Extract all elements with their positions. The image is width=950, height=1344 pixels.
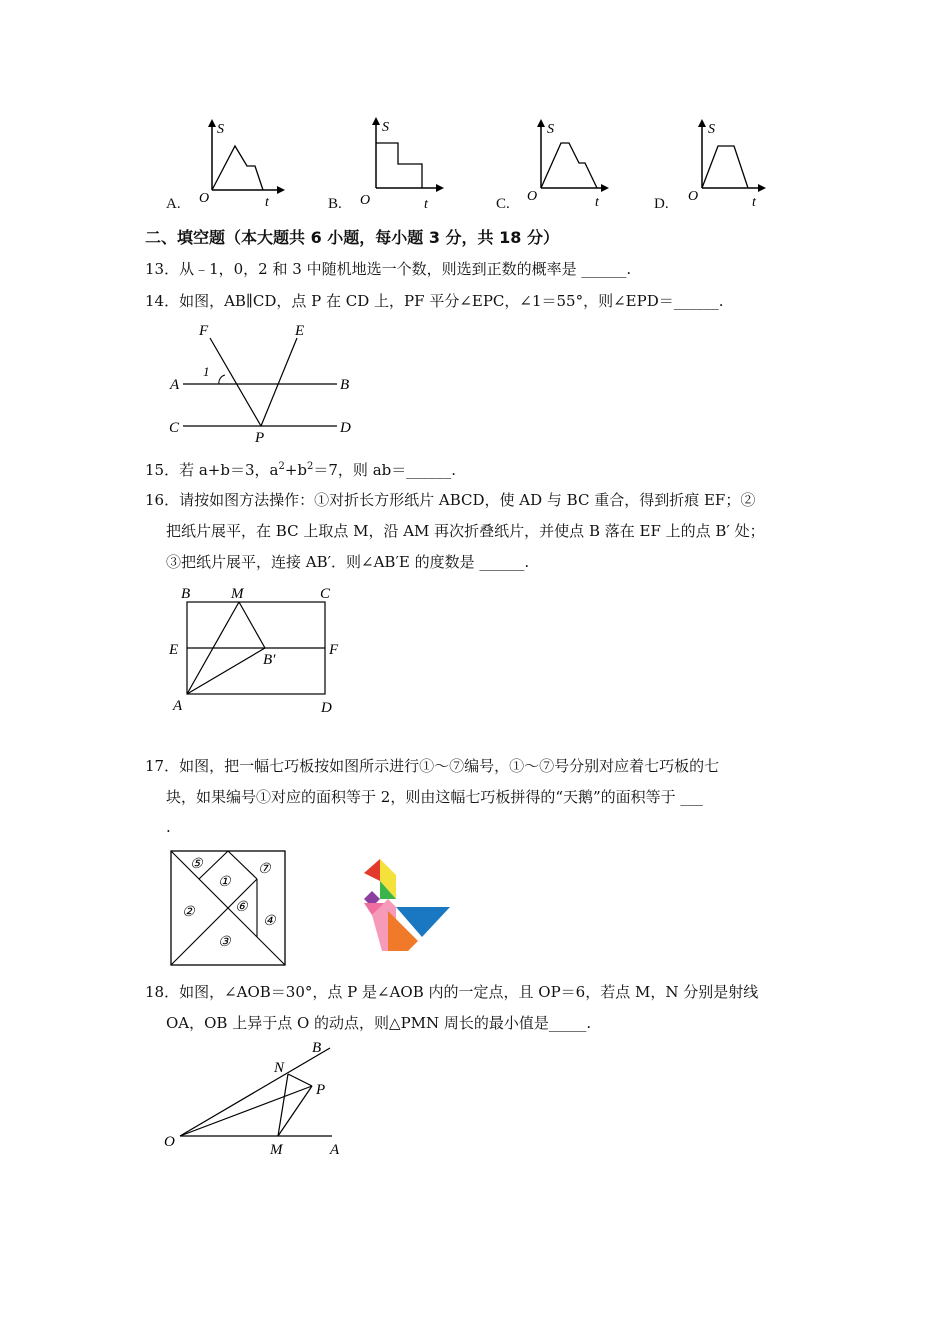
svg-text:M: M bbox=[270, 1142, 283, 1158]
swan-tangram bbox=[358, 855, 454, 955]
option-a-label: A. bbox=[166, 196, 181, 212]
graph-b bbox=[360, 116, 450, 210]
svg-text:D: D bbox=[340, 420, 351, 436]
option-c-label: C. bbox=[496, 196, 510, 212]
svg-text:1: 1 bbox=[203, 364, 210, 379]
svg-text:B: B bbox=[312, 1040, 322, 1056]
question-15: 15．若 a+b＝3，$a^2+b^2=7$，则 ab＝______. bbox=[145, 461, 457, 479]
svg-text:⑦: ⑦ bbox=[258, 862, 271, 877]
svg-text:t: t bbox=[424, 197, 428, 210]
graph-a bbox=[195, 118, 285, 210]
svg-text:E: E bbox=[169, 642, 179, 658]
svg-text:A: A bbox=[170, 377, 180, 393]
svg-text:O: O bbox=[527, 189, 538, 204]
svg-text:①: ① bbox=[218, 875, 231, 890]
svg-text:t: t bbox=[752, 195, 756, 210]
svg-text:S: S bbox=[382, 120, 389, 135]
tangram-square bbox=[168, 848, 290, 970]
q14-figure bbox=[165, 320, 365, 446]
svg-text:O: O bbox=[688, 189, 699, 204]
question-16-line2: 把纸片展平，在 BC 上取点 M，沿 AM 再次折叠纸片，并使点 B 落在 EF 上的点 B′ 处； bbox=[166, 522, 765, 540]
svg-text:S: S bbox=[708, 122, 715, 137]
question-16-line1: 16．请按如图方法操作：①对折长方形纸片 ABCD，使 AD 与 BC 重合，得到折痕 EF；② bbox=[145, 491, 756, 509]
graph-d bbox=[688, 118, 778, 210]
svg-text:S: S bbox=[217, 122, 224, 137]
svg-text:⑥: ⑥ bbox=[235, 900, 248, 915]
svg-text:P: P bbox=[255, 430, 265, 446]
svg-text:⑤: ⑤ bbox=[190, 857, 203, 872]
question-14: 14．如图，AB∥CD，点 P 在 CD 上，PF 平分∠EPC，∠1＝55°，则∠EPD＝______. bbox=[145, 292, 724, 310]
svg-text:②: ② bbox=[182, 905, 195, 920]
svg-text:O: O bbox=[360, 193, 371, 208]
graph-c bbox=[527, 118, 617, 210]
svg-text:B′: B′ bbox=[263, 652, 276, 668]
svg-text:D: D bbox=[321, 700, 332, 716]
q16-figure bbox=[165, 582, 345, 720]
svg-text:S: S bbox=[547, 122, 554, 137]
svg-text:O: O bbox=[164, 1134, 175, 1150]
svg-text:A: A bbox=[173, 698, 183, 714]
svg-text:O: O bbox=[199, 191, 210, 206]
svg-text:C: C bbox=[320, 586, 331, 602]
svg-text:A: A bbox=[330, 1142, 340, 1158]
question-16-line3: ③把纸片展平，连接 AB′．则∠AB′E 的度数是 ______. bbox=[166, 553, 530, 571]
svg-text:④: ④ bbox=[263, 914, 276, 929]
svg-text:B: B bbox=[181, 586, 191, 602]
question-17-line2: 块，如果编号①对应的面积等于 2，则由这幅七巧板拼得的“天鹅”的面积等于 ___ bbox=[166, 788, 703, 806]
svg-text:B: B bbox=[340, 377, 350, 393]
section-title: 二、填空题（本大题共 6 小题，每小题 3 分，共 18 分） bbox=[145, 228, 559, 247]
option-d-label: D. bbox=[654, 196, 669, 212]
question-18-line1: 18．如图，∠AOB＝30°，点 P 是∠AOB 内的一定点，且 OP＝6，若点 M，N 分别是射线 bbox=[145, 983, 759, 1001]
svg-text:N: N bbox=[274, 1060, 285, 1076]
question-17-line1: 17．如图，把一幅七巧板按如图所示进行①～⑦编号，①～⑦号分别对应着七巧板的七 bbox=[145, 757, 720, 775]
svg-text:C: C bbox=[169, 420, 180, 436]
option-b-label: B. bbox=[328, 196, 342, 212]
question-13: 13．从﹣1，0，2 和 3 中随机地选一个数，则选到正数的概率是 ______. bbox=[145, 260, 632, 278]
svg-text:③: ③ bbox=[218, 935, 231, 950]
svg-text:t: t bbox=[265, 195, 269, 210]
question-17-line3: . bbox=[166, 818, 171, 836]
svg-text:F: F bbox=[199, 323, 209, 339]
svg-text:F: F bbox=[329, 642, 339, 658]
q18-figure bbox=[160, 1038, 360, 1164]
svg-text:E: E bbox=[295, 323, 305, 339]
question-18-line2: OA，OB 上异于点 O 的动点，则△PMN 周长的最小值是_____. bbox=[166, 1014, 592, 1032]
svg-text:M: M bbox=[231, 586, 244, 602]
svg-text:P: P bbox=[316, 1082, 326, 1098]
svg-text:t: t bbox=[595, 195, 599, 210]
